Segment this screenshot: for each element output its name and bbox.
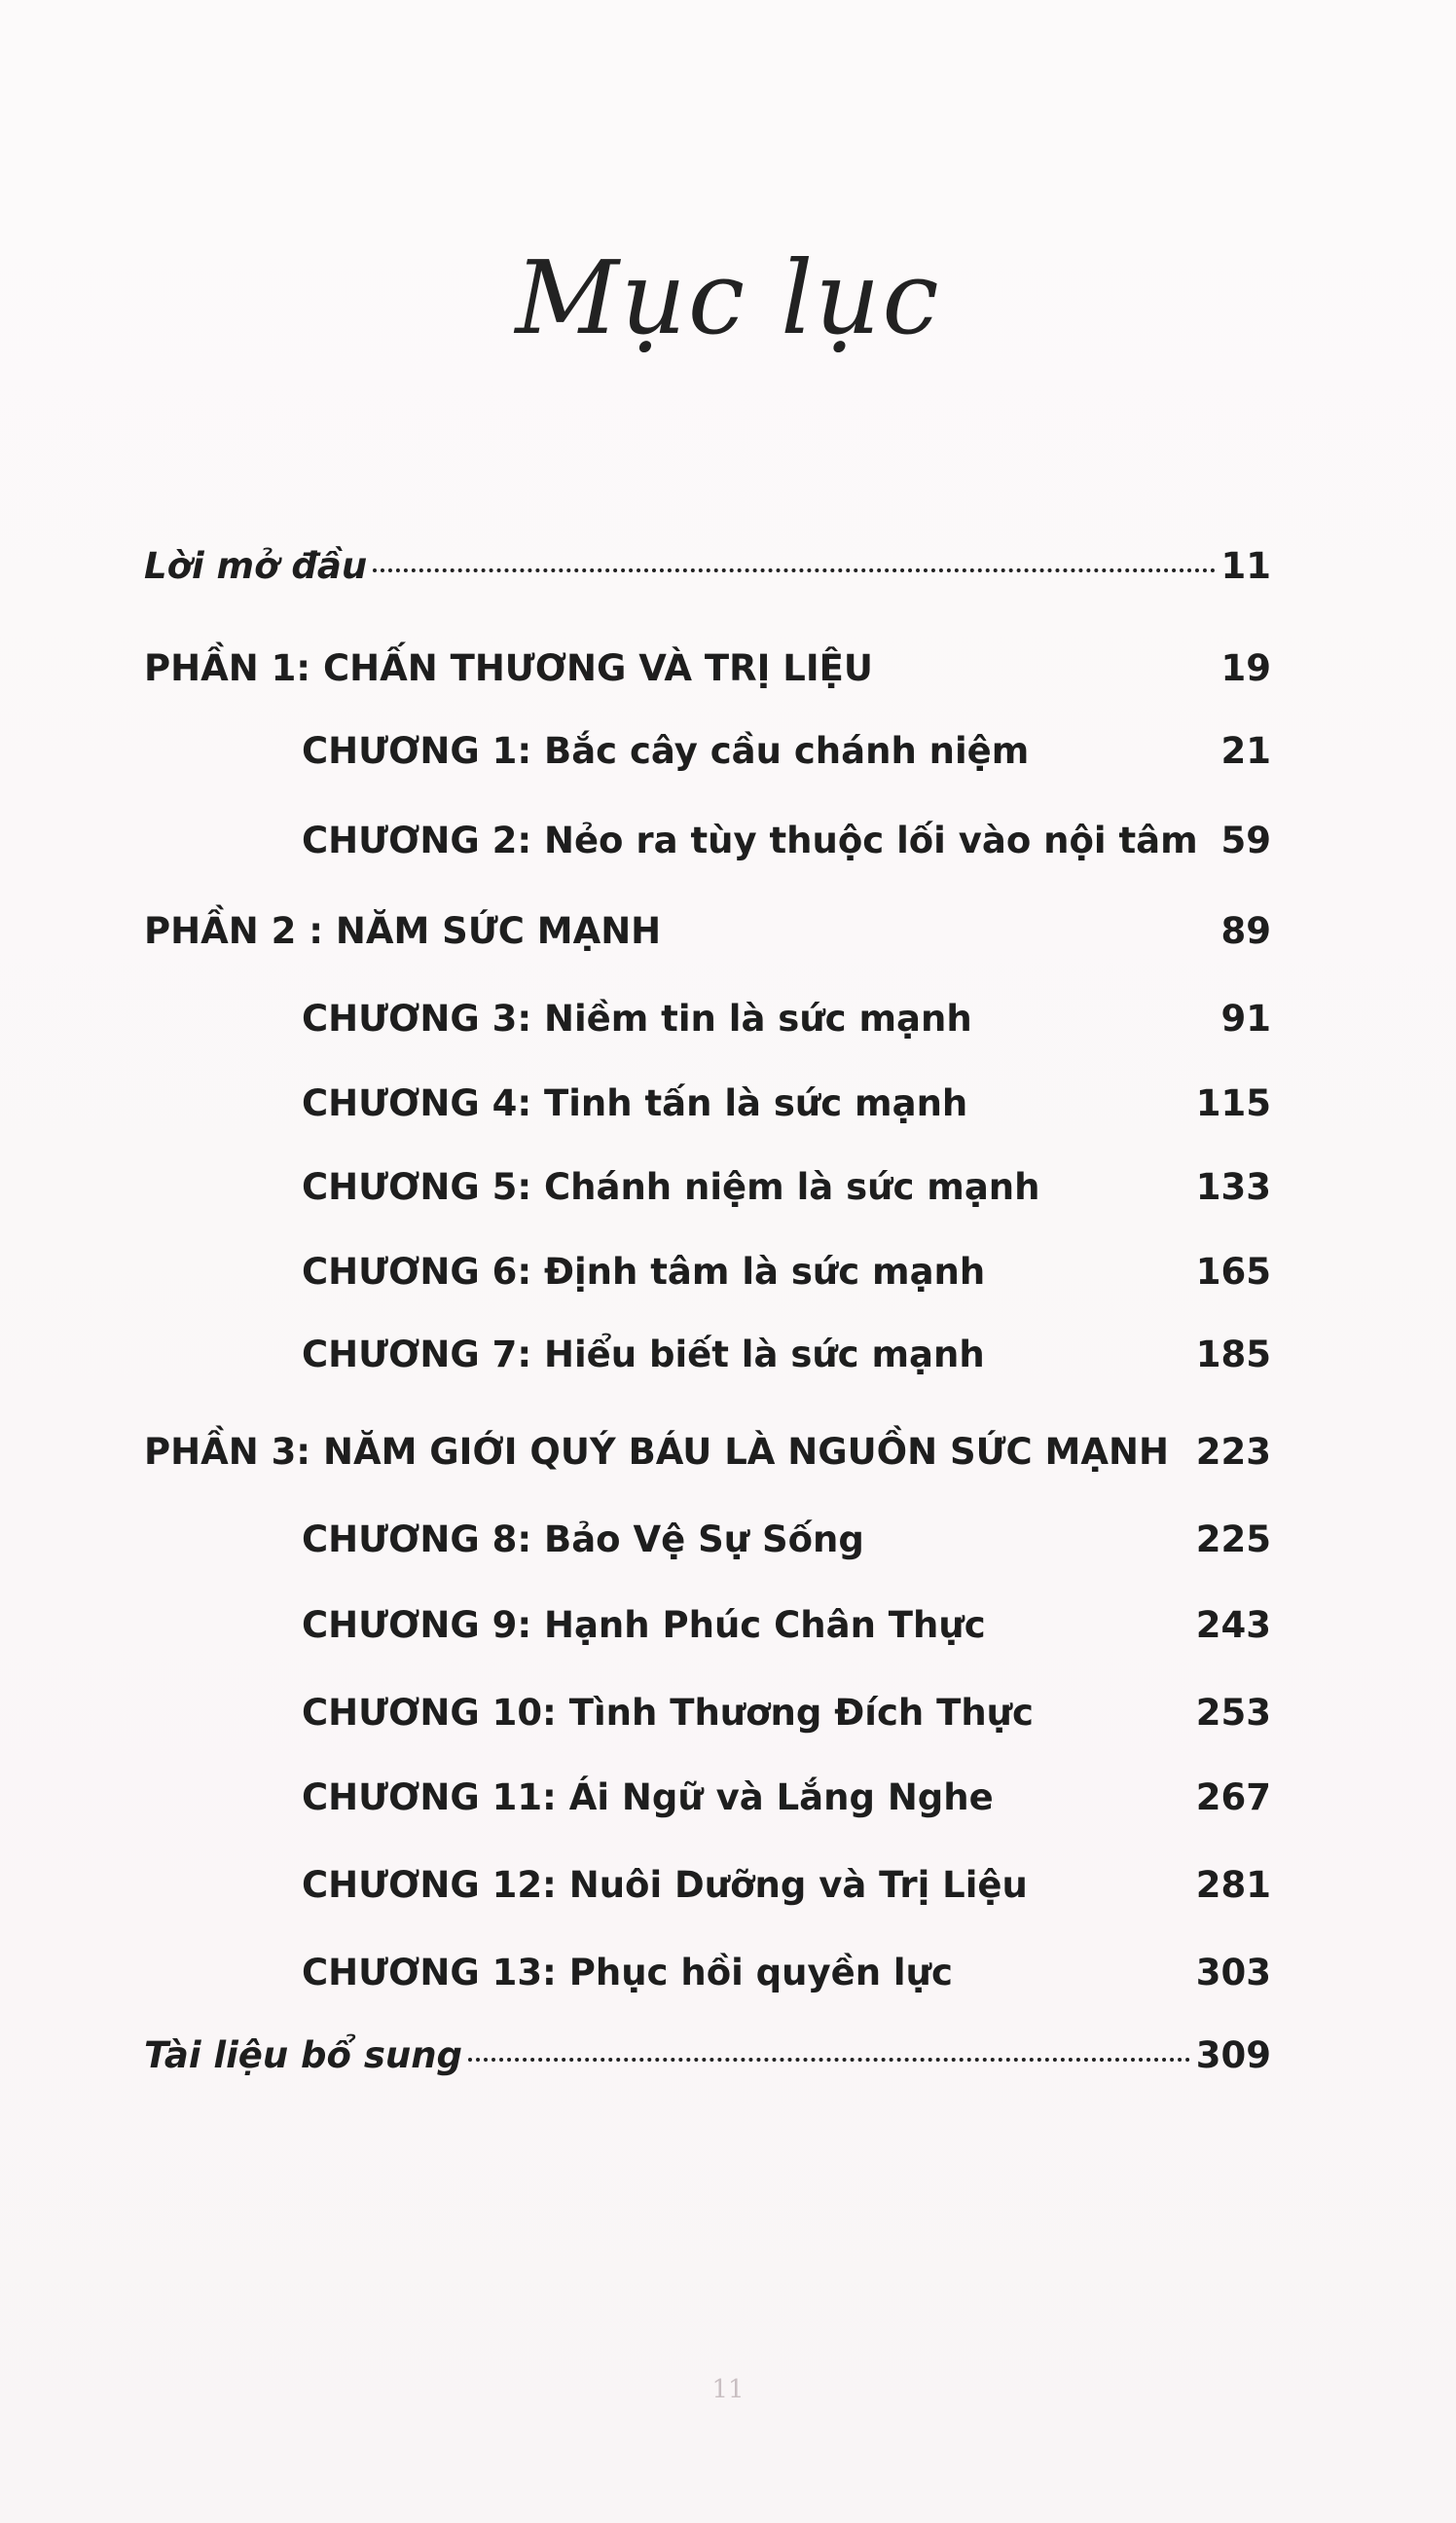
toc-entry-label: CHƯƠNG 8: Bảo Vệ Sự Sống — [302, 1518, 864, 1560]
toc-page-number: 303 — [1195, 1952, 1271, 1993]
toc-page-number: 21 — [1220, 730, 1271, 772]
toc-chapter-row — [302, 1082, 1271, 1141]
toc-part-row — [144, 910, 1271, 969]
toc-page-number: 89 — [1220, 910, 1271, 952]
toc-chapter-row — [302, 1251, 1271, 1309]
toc-chapter-row — [302, 1604, 1271, 1663]
toc-page-number: 309 — [1195, 2034, 1271, 2076]
toc-entry-label: CHƯƠNG 11: Ái Ngữ và Lắng Nghe — [302, 1776, 994, 1818]
toc-page-number: 267 — [1195, 1776, 1271, 1818]
toc-entry-label: CHƯƠNG 4: Tinh tấn là sức mạnh — [302, 1082, 968, 1124]
toc-page-number: 133 — [1195, 1166, 1271, 1208]
toc-entry-label: PHẦN 2 : NĂM SỨC MẠNH — [144, 910, 662, 952]
page-number: 11 — [711, 2375, 745, 2404]
toc-chapter-row — [302, 1864, 1271, 1922]
toc-page-number: 223 — [1195, 1431, 1271, 1473]
toc-entry-label: CHƯƠNG 13: Phục hồi quyền lực — [302, 1952, 953, 1993]
toc-page-number: 243 — [1195, 1604, 1271, 1646]
toc-page-number: 253 — [1195, 1692, 1271, 1734]
toc-page-number: 91 — [1220, 998, 1271, 1040]
toc-front-row — [144, 2034, 1271, 2093]
toc-page-number: 225 — [1195, 1518, 1271, 1560]
toc-entry-label: CHƯƠNG 2: Nẻo ra tùy thuộc lối vào nội tâm — [302, 820, 1198, 861]
toc-entry-label: CHƯƠNG 10: Tình Thương Đích Thực — [302, 1692, 1034, 1734]
toc-entry-label: CHƯƠNG 3: Niềm tin là sức mạnh — [302, 998, 972, 1040]
toc-entry-label: CHƯƠNG 6: Định tâm là sức mạnh — [302, 1251, 986, 1293]
toc-dot-leader — [373, 568, 1215, 572]
toc-entry-label: PHẦN 1: CHẤN THƯƠNG VÀ TRỊ LIỆU — [144, 647, 873, 689]
toc-chapter-row — [302, 730, 1271, 788]
toc-page-number: 19 — [1220, 647, 1271, 689]
toc-part-row — [144, 1431, 1271, 1489]
toc-entry-label: CHƯƠNG 12: Nuôi Dưỡng và Trị Liệu — [302, 1864, 1028, 1906]
toc-page-number: 281 — [1195, 1864, 1271, 1906]
toc-page-number: 11 — [1220, 545, 1271, 587]
toc-chapter-row — [302, 1166, 1271, 1225]
toc-page-number: 185 — [1195, 1334, 1271, 1375]
toc-entry-label: Lời mở đầu — [144, 545, 368, 587]
toc-page-number: 165 — [1195, 1251, 1271, 1293]
toc-entry-label: CHƯƠNG 5: Chánh niệm là sức mạnh — [302, 1166, 1040, 1208]
toc-title: Mục lục — [515, 238, 941, 357]
toc-chapter-row — [302, 1776, 1271, 1835]
toc-part-row — [144, 647, 1271, 706]
toc-entry-label: CHƯƠNG 9: Hạnh Phúc Chân Thực — [302, 1604, 986, 1646]
toc-front-row — [144, 545, 1271, 603]
toc-entry-label: Tài liệu bổ sung — [144, 2034, 463, 2076]
toc-dot-leader — [468, 2058, 1190, 2062]
toc-chapter-row — [302, 1518, 1271, 1577]
toc-page-number: 115 — [1195, 1082, 1271, 1124]
toc-chapter-row — [302, 1692, 1271, 1750]
toc-chapter-row — [302, 820, 1271, 878]
toc-entry-label: CHƯƠNG 1: Bắc cây cầu chánh niệm — [302, 730, 1030, 772]
toc-page-number: 59 — [1220, 820, 1271, 861]
toc-chapter-row — [302, 1952, 1271, 2010]
toc-entry-label: PHẦN 3: NĂM GIỚI QUÝ BÁU LÀ NGUỒN SỨC MẠNH — [144, 1431, 1169, 1473]
toc-entry-label: CHƯƠNG 7: Hiểu biết là sức mạnh — [302, 1334, 985, 1375]
toc-chapter-row — [302, 998, 1271, 1056]
toc-chapter-row — [302, 1334, 1271, 1392]
